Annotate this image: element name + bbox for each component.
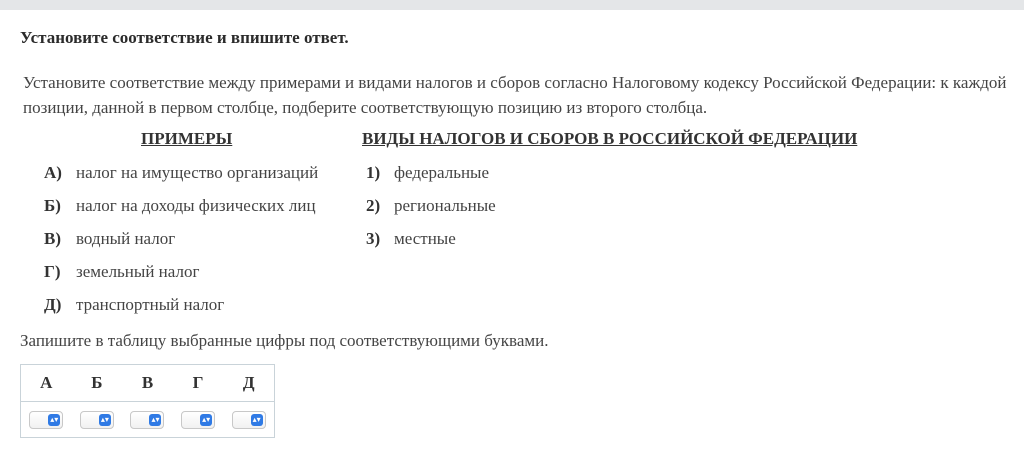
list-item <box>44 229 318 262</box>
tax-types-column-title: ВИДЫ НАЛОГОВ И СБОРОВ В РОССИЙСКОЙ ФЕДЕРАЦИИ <box>362 129 858 148</box>
list-item <box>366 229 496 262</box>
list-item <box>44 295 318 328</box>
item-letter: А) <box>44 163 62 182</box>
select-updown-icon: ▴▾ <box>252 414 261 424</box>
examples-list <box>44 163 318 328</box>
item-letter: В) <box>44 229 61 248</box>
item-number: 3) <box>366 229 381 248</box>
answer-header-d: Д <box>242 373 255 392</box>
item-text: транспортный налог <box>76 295 225 314</box>
item-text: налог на доходы физических лиц <box>76 196 316 215</box>
item-text: земельный налог <box>76 262 200 281</box>
select-updown-icon: ▴▾ <box>50 414 59 424</box>
list-item <box>44 196 318 229</box>
answer-select-g[interactable] <box>181 411 215 429</box>
answer-table-body <box>21 402 274 437</box>
list-item <box>44 163 318 196</box>
answer-select-a[interactable] <box>29 411 63 429</box>
answer-cell <box>223 402 274 437</box>
examples-column-title: ПРИМЕРЫ <box>141 129 233 148</box>
item-text: водный налог <box>76 229 176 248</box>
answer-header-a: А <box>40 373 53 392</box>
answer-table <box>20 364 275 438</box>
item-text: федеральные <box>394 163 490 182</box>
answer-cell <box>21 402 72 437</box>
item-letter: Г) <box>44 262 61 281</box>
top-bar <box>0 0 1024 10</box>
task-heading: Установите соответствие и впишите ответ. <box>20 28 349 47</box>
answer-header-b: Б <box>91 373 103 392</box>
answer-table-header <box>21 365 274 402</box>
answer-header-v: В <box>141 373 154 392</box>
task-description: Установите соответствие между примерами и видами налогов и сборов согласно Налоговому кодексу Российской Федерации: к каждой позиции, данной в первом столбце, подберите соответствующую позицию из второго столбца. <box>23 73 1007 117</box>
item-letter: Д) <box>44 295 62 314</box>
list-item <box>366 163 496 196</box>
answer-select-v[interactable] <box>130 411 164 429</box>
item-text: местные <box>394 229 456 248</box>
list-item <box>366 196 496 229</box>
select-updown-icon: ▴▾ <box>202 414 211 424</box>
answer-select-b[interactable] <box>80 411 114 429</box>
item-letter: Б) <box>44 196 61 215</box>
item-text: региональные <box>394 196 496 215</box>
item-number: 2) <box>366 196 381 215</box>
select-updown-icon: ▴▾ <box>151 414 160 424</box>
list-item <box>44 262 318 295</box>
answer-header-g: Г <box>192 373 204 392</box>
select-updown-icon: ▴▾ <box>100 414 109 424</box>
answer-cell <box>173 402 224 437</box>
answer-select-d[interactable] <box>232 411 266 429</box>
item-number: 1) <box>366 163 381 182</box>
answer-cell <box>72 402 123 437</box>
answer-instruction: Запишите в таблицу выбранные цифры под соответствующими буквами. <box>20 331 549 350</box>
item-text: налог на имущество организаций <box>76 163 319 182</box>
answer-cell <box>122 402 173 437</box>
tax-types-list <box>366 163 496 262</box>
